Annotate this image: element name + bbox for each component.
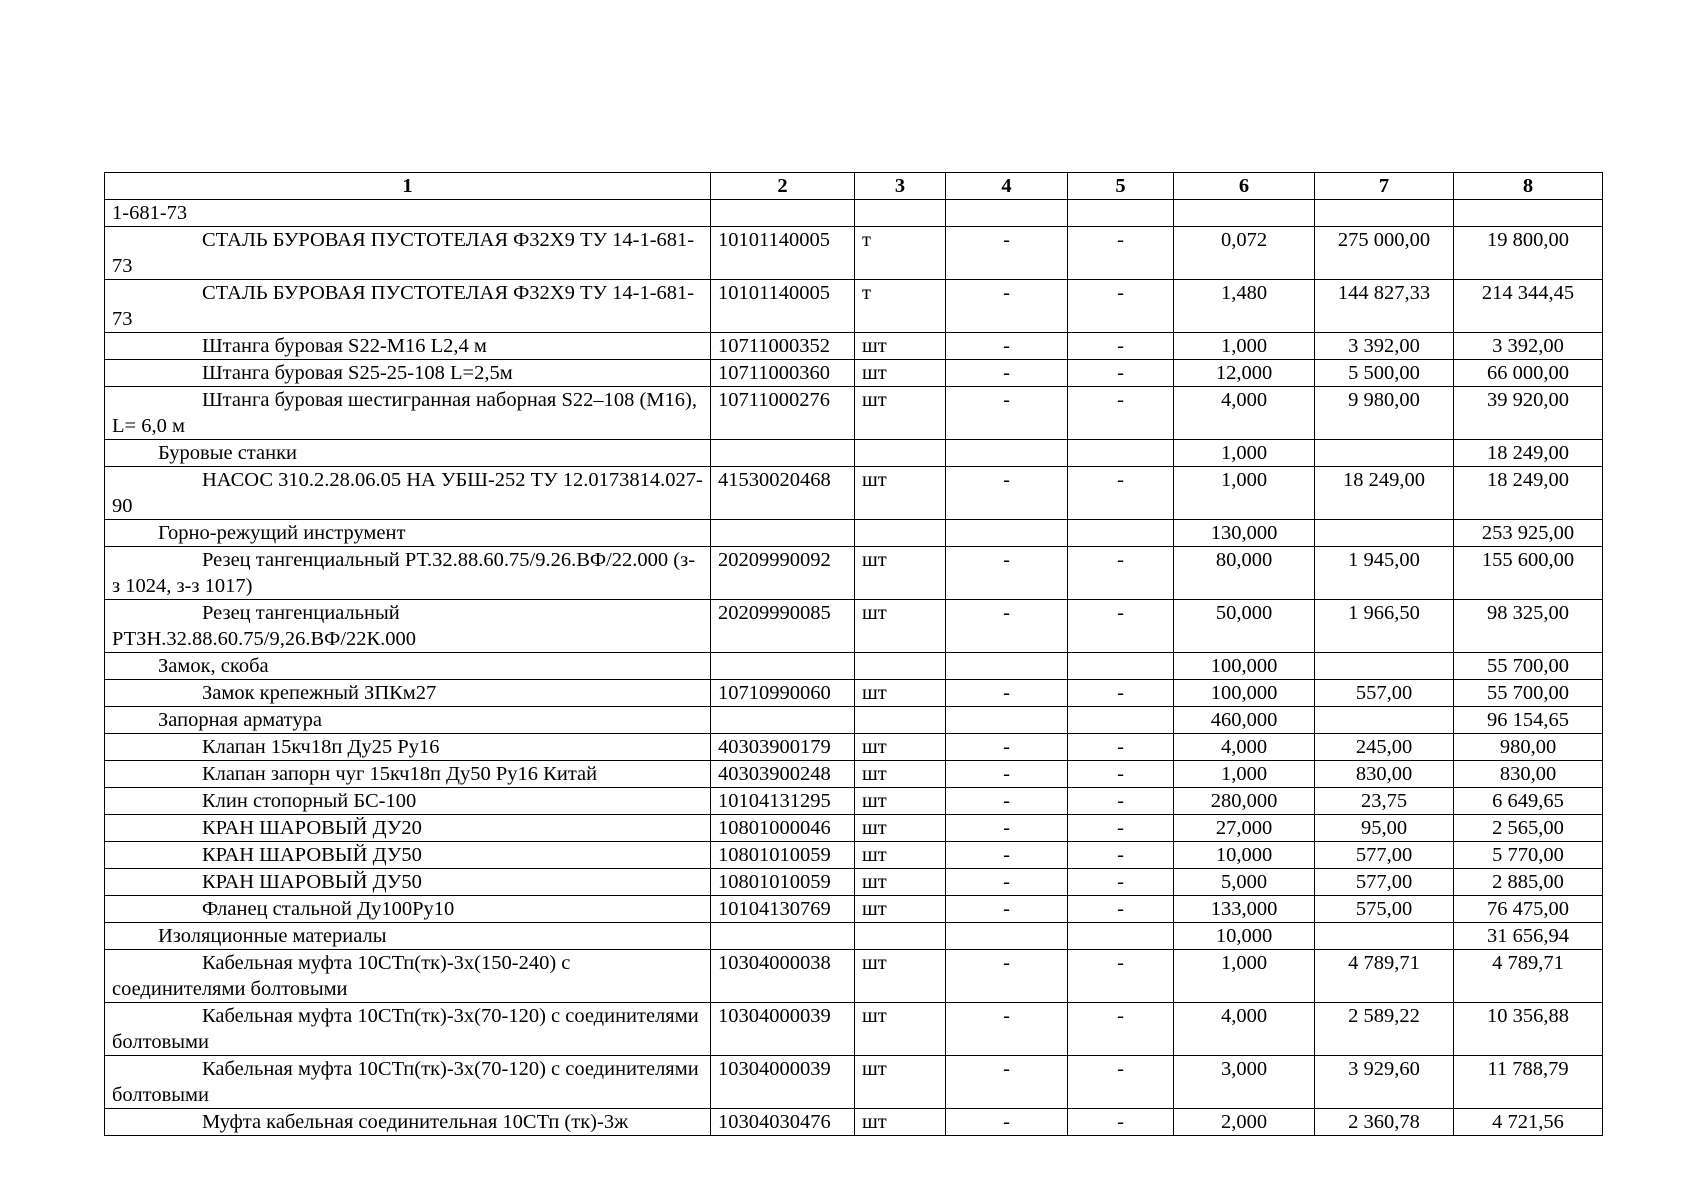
empty-cell [711,520,855,547]
name-cell [105,869,711,896]
quantity-cell: 10,000 [1174,923,1315,950]
col4-cell: - [946,360,1068,387]
name-cell [105,734,711,761]
unit-cell: шт [855,734,946,761]
col4-cell: - [946,1003,1068,1056]
name-cell [105,815,711,842]
quantity-cell: 1,000 [1174,440,1315,467]
item-name: Штанга буровая S22-M16 L2,4 м [202,335,487,357]
table-row [105,788,1603,815]
name-cell [105,923,711,950]
name-cell [105,680,711,707]
quantity-cell: 10,000 [1174,842,1315,869]
item-name: СТАЛЬ БУРОВАЯ ПУСТОТЕЛАЯ Ф32Х9 ТУ 14-1-681-73 [112,282,695,330]
name-cell [105,788,711,815]
col5-cell: - [1068,547,1174,600]
name-cell [105,387,711,440]
quantity-cell: 280,000 [1174,788,1315,815]
col4-cell: - [946,1109,1068,1136]
table-row [105,600,1603,653]
table-row [105,869,1603,896]
price-cell: 18 249,00 [1315,467,1454,520]
item-name: Клин стопорный БС-100 [202,790,417,812]
sum-cell: 98 325,00 [1454,600,1603,653]
name-cell [105,520,711,547]
price-cell: 9 980,00 [1315,387,1454,440]
unit-cell: шт [855,869,946,896]
sum-cell: 980,00 [1454,734,1603,761]
col5-cell: - [1068,869,1174,896]
col4-cell: - [946,869,1068,896]
quantity-cell: 50,000 [1174,600,1315,653]
price-cell: 23,75 [1315,788,1454,815]
price-cell: 144 827,33 [1315,280,1454,333]
table-row [105,842,1603,869]
col5-cell: - [1068,761,1174,788]
sum-cell: 55 700,00 [1454,653,1603,680]
sum-cell: 830,00 [1454,761,1603,788]
table-row [105,547,1603,600]
col4-cell: - [946,387,1068,440]
name-cell [105,440,711,467]
col4-cell: - [946,280,1068,333]
item-name: Штанга буровая S25-25-108 L=2,5м [202,362,513,384]
col4-cell: - [946,734,1068,761]
col4-cell: - [946,227,1068,280]
name-cell [105,653,711,680]
sum-cell: 39 920,00 [1454,387,1603,440]
name-cell [105,227,711,280]
code-cell: 40303900248 [711,761,855,788]
code-cell: 10710990060 [711,680,855,707]
col5-cell: - [1068,788,1174,815]
empty-cell [855,440,946,467]
name-cell [105,896,711,923]
col5-cell: - [1068,387,1174,440]
empty-cell [946,440,1068,467]
item-name: Муфта кабельная соединительная 10СТп (тк)-3ж [202,1111,629,1133]
sum-cell: 55 700,00 [1454,680,1603,707]
code-cell: 10104131295 [711,788,855,815]
unit-cell: шт [855,1109,946,1136]
table-row [105,815,1603,842]
sum-cell: 2 565,00 [1454,815,1603,842]
item-name: Кабельная муфта 10СТп(тк)-3х(70-120) с соединителями болтовыми [112,1058,699,1106]
code-cell: 10304000039 [711,1003,855,1056]
empty-cell [1068,923,1174,950]
price-cell: 557,00 [1315,680,1454,707]
col5-cell: - [1068,1056,1174,1109]
item-name: Резец тангенциальный РТ.32.88.60.75/9.26.ВФ/22.000 (з-з 1024, з-з 1017) [112,549,696,597]
code-cell: 10801000046 [711,815,855,842]
unit-cell: шт [855,815,946,842]
item-name: Клапан 15кч18п Ду25 Ру16 [202,736,440,758]
sum-cell: 18 249,00 [1454,467,1603,520]
quantity-cell: 2,000 [1174,1109,1315,1136]
price-cell: 95,00 [1315,815,1454,842]
sum-cell: 6 649,65 [1454,788,1603,815]
sum-cell: 4 789,71 [1454,950,1603,1003]
empty-cell [1068,520,1174,547]
empty-cell [946,653,1068,680]
price-cell: 575,00 [1315,896,1454,923]
quantity-cell: 1,000 [1174,950,1315,1003]
table-row [105,360,1603,387]
code-cell: 10304000038 [711,950,855,1003]
group-name: Горно-режущий инструмент [158,522,406,544]
table-row [105,680,1603,707]
sum-cell: 76 475,00 [1454,896,1603,923]
name-cell [105,280,711,333]
quantity-cell: 460,000 [1174,707,1315,734]
name-cell [105,467,711,520]
col5-cell: - [1068,734,1174,761]
name-cell [105,600,711,653]
quantity-cell: 0,072 [1174,227,1315,280]
name-cell [105,360,711,387]
empty-cell [711,653,855,680]
empty-cell [946,923,1068,950]
code-cell: 10304000039 [711,1056,855,1109]
group-name: Буровые станки [158,442,297,464]
sum-cell: 5 770,00 [1454,842,1603,869]
header-cell: 3 [855,173,946,200]
code-cell: 10104130769 [711,896,855,923]
header-cell: 4 [946,173,1068,200]
col4-cell: - [946,761,1068,788]
code-cell: 20209990085 [711,600,855,653]
col5-cell: - [1068,280,1174,333]
price-cell: 2 360,78 [1315,1109,1454,1136]
table-row [105,734,1603,761]
empty-cell [946,707,1068,734]
quantity-cell: 80,000 [1174,547,1315,600]
empty-cell [1315,707,1454,734]
col4-cell: - [946,1056,1068,1109]
price-cell: 3 392,00 [1315,333,1454,360]
price-cell: 3 929,60 [1315,1056,1454,1109]
unit-cell: т [855,280,946,333]
quantity-cell: 1,000 [1174,467,1315,520]
unit-cell: шт [855,467,946,520]
col4-cell: - [946,600,1068,653]
empty-cell [1315,653,1454,680]
item-name: Резец тангенциальный РТЗН.32.88.60.75/9,26.ВФ/22К.000 [112,602,417,650]
sum-cell: 253 925,00 [1454,520,1603,547]
code-cell: 20209990092 [711,547,855,600]
col5-cell: - [1068,1003,1174,1056]
empty-cell [1315,923,1454,950]
code-cell: 10711000360 [711,360,855,387]
group-name: Запорная арматура [158,709,322,731]
code-cell: 41530020468 [711,467,855,520]
quantity-cell: 4,000 [1174,734,1315,761]
empty-cell [855,707,946,734]
name-cell [105,950,711,1003]
unit-cell: шт [855,680,946,707]
price-cell: 245,00 [1315,734,1454,761]
header-row [105,173,1603,200]
unit-cell: т [855,227,946,280]
col4-cell: - [946,680,1068,707]
table-row [105,467,1603,520]
sum-cell: 10 356,88 [1454,1003,1603,1056]
col4-cell: - [946,815,1068,842]
table-row [105,1109,1603,1136]
name-cell [105,1056,711,1109]
price-cell: 2 589,22 [1315,1003,1454,1056]
item-name: Клапан запорн чуг 15кч18п Ду50 Ру16 Китай [202,763,598,785]
unit-cell: шт [855,950,946,1003]
header-cell: 7 [1315,173,1454,200]
empty-cell [711,707,855,734]
empty-cell [1068,653,1174,680]
empty-cell [855,923,946,950]
col4-cell: - [946,950,1068,1003]
header-cell: 5 [1068,173,1174,200]
name-cell [105,1109,711,1136]
sum-cell: 214 344,45 [1454,280,1603,333]
name-cell [105,547,711,600]
quantity-cell: 5,000 [1174,869,1315,896]
name-cell [105,1003,711,1056]
col4-cell: - [946,788,1068,815]
unit-cell: шт [855,333,946,360]
sum-cell: 19 800,00 [1454,227,1603,280]
col5-cell: - [1068,467,1174,520]
quantity-cell: 12,000 [1174,360,1315,387]
col5-cell: - [1068,1109,1174,1136]
group-row [105,520,1603,547]
unit-cell: шт [855,360,946,387]
sum-cell: 66 000,00 [1454,360,1603,387]
code-cell: 10304030476 [711,1109,855,1136]
header-cell: 1 [105,173,711,200]
empty-cell [711,923,855,950]
sum-cell: 3 392,00 [1454,333,1603,360]
quantity-cell: 3,000 [1174,1056,1315,1109]
table-row [105,333,1603,360]
item-name: КРАН ШАРОВЫЙ ДУ20 [202,817,422,839]
unit-cell: шт [855,1056,946,1109]
code-cell: 10801010059 [711,869,855,896]
group-row [105,707,1603,734]
quantity-cell: 1,000 [1174,333,1315,360]
group-row [105,440,1603,467]
item-name: НАСОС 310.2.28.06.05 НА УБШ-252 ТУ 12.0173814.027-90 [112,469,703,517]
quantity-cell: 27,000 [1174,815,1315,842]
empty-cell [946,520,1068,547]
code-cell: 40303900179 [711,734,855,761]
sum-cell: 4 721,56 [1454,1109,1603,1136]
price-cell: 4 789,71 [1315,950,1454,1003]
code-cell: 10801010059 [711,842,855,869]
table-row [105,950,1603,1003]
code-cell: 10101140005 [711,280,855,333]
item-name: КРАН ШАРОВЫЙ ДУ50 [202,871,422,893]
table-body [105,200,1603,1136]
table-row [105,387,1603,440]
unit-cell: шт [855,761,946,788]
price-cell: 577,00 [1315,869,1454,896]
quantity-cell: 100,000 [1174,680,1315,707]
empty-cell [855,520,946,547]
price-cell: 1 945,00 [1315,547,1454,600]
item-name: Кабельная муфта 10СТп(тк)-3х(70-120) с соединителями болтовыми [112,1005,699,1053]
lead-cell: 1-681-73 [105,200,711,227]
item-name: СТАЛЬ БУРОВАЯ ПУСТОТЕЛАЯ Ф32Х9 ТУ 14-1-681-73 [112,229,695,277]
price-cell: 1 966,50 [1315,600,1454,653]
group-name: Замок, скоба [158,655,269,677]
item-name: Фланец стальной Ду100Ру10 [202,898,455,920]
unit-cell: шт [855,788,946,815]
price-cell: 5 500,00 [1315,360,1454,387]
col5-cell: - [1068,227,1174,280]
col5-cell: - [1068,360,1174,387]
price-cell: 830,00 [1315,761,1454,788]
name-cell [105,707,711,734]
unit-cell: шт [855,842,946,869]
empty-cell [855,653,946,680]
item-name: Замок крепежный ЗПКм27 [202,682,437,704]
col5-cell: - [1068,950,1174,1003]
col5-cell: - [1068,680,1174,707]
price-cell: 275 000,00 [1315,227,1454,280]
group-row [105,653,1603,680]
header-cell: 6 [1174,173,1315,200]
unit-cell: шт [855,547,946,600]
col5-cell: - [1068,896,1174,923]
col4-cell: - [946,842,1068,869]
col4-cell: - [946,333,1068,360]
lead-row [105,200,1603,227]
empty-cell [1068,440,1174,467]
table-row [105,1056,1603,1109]
col5-cell: - [1068,815,1174,842]
item-name: Штанга буровая шестигранная наборная S22–108 (M16), L= 6,0 м [112,389,697,437]
empty-cell [711,440,855,467]
sum-cell: 155 600,00 [1454,547,1603,600]
unit-cell: шт [855,387,946,440]
col4-cell: - [946,547,1068,600]
materials-table [104,172,1603,1136]
empty-cell [1068,707,1174,734]
unit-cell: шт [855,1003,946,1056]
item-name: Кабельная муфта 10СТп(тк)-3х(150-240) с соединителями болтовыми [112,952,571,1000]
quantity-cell: 4,000 [1174,387,1315,440]
group-name: Изоляционные материалы [158,925,387,947]
name-cell [105,333,711,360]
header-cell: 2 [711,173,855,200]
table-row [105,1003,1603,1056]
quantity-cell: 130,000 [1174,520,1315,547]
table-row [105,227,1603,280]
code-cell: 10101140005 [711,227,855,280]
col5-cell: - [1068,333,1174,360]
empty-cell [1315,440,1454,467]
col5-cell: - [1068,600,1174,653]
quantity-cell: 1,480 [1174,280,1315,333]
quantity-cell: 1,000 [1174,761,1315,788]
item-name: КРАН ШАРОВЫЙ ДУ50 [202,844,422,866]
sum-cell: 96 154,65 [1454,707,1603,734]
col4-cell: - [946,896,1068,923]
header-cell: 8 [1454,173,1603,200]
table-row [105,761,1603,788]
code-cell: 10711000276 [711,387,855,440]
empty-cell [1315,520,1454,547]
sum-cell: 2 885,00 [1454,869,1603,896]
quantity-cell: 100,000 [1174,653,1315,680]
group-row [105,923,1603,950]
name-cell [105,761,711,788]
code-cell: 10711000352 [711,333,855,360]
unit-cell: шт [855,896,946,923]
table-row [105,280,1603,333]
quantity-cell: 133,000 [1174,896,1315,923]
sum-cell: 11 788,79 [1454,1056,1603,1109]
quantity-cell: 4,000 [1174,1003,1315,1056]
name-cell [105,842,711,869]
price-cell: 577,00 [1315,842,1454,869]
sum-cell: 31 656,94 [1454,923,1603,950]
col5-cell: - [1068,842,1174,869]
col4-cell: - [946,467,1068,520]
sum-cell: 18 249,00 [1454,440,1603,467]
unit-cell: шт [855,600,946,653]
table-row [105,896,1603,923]
